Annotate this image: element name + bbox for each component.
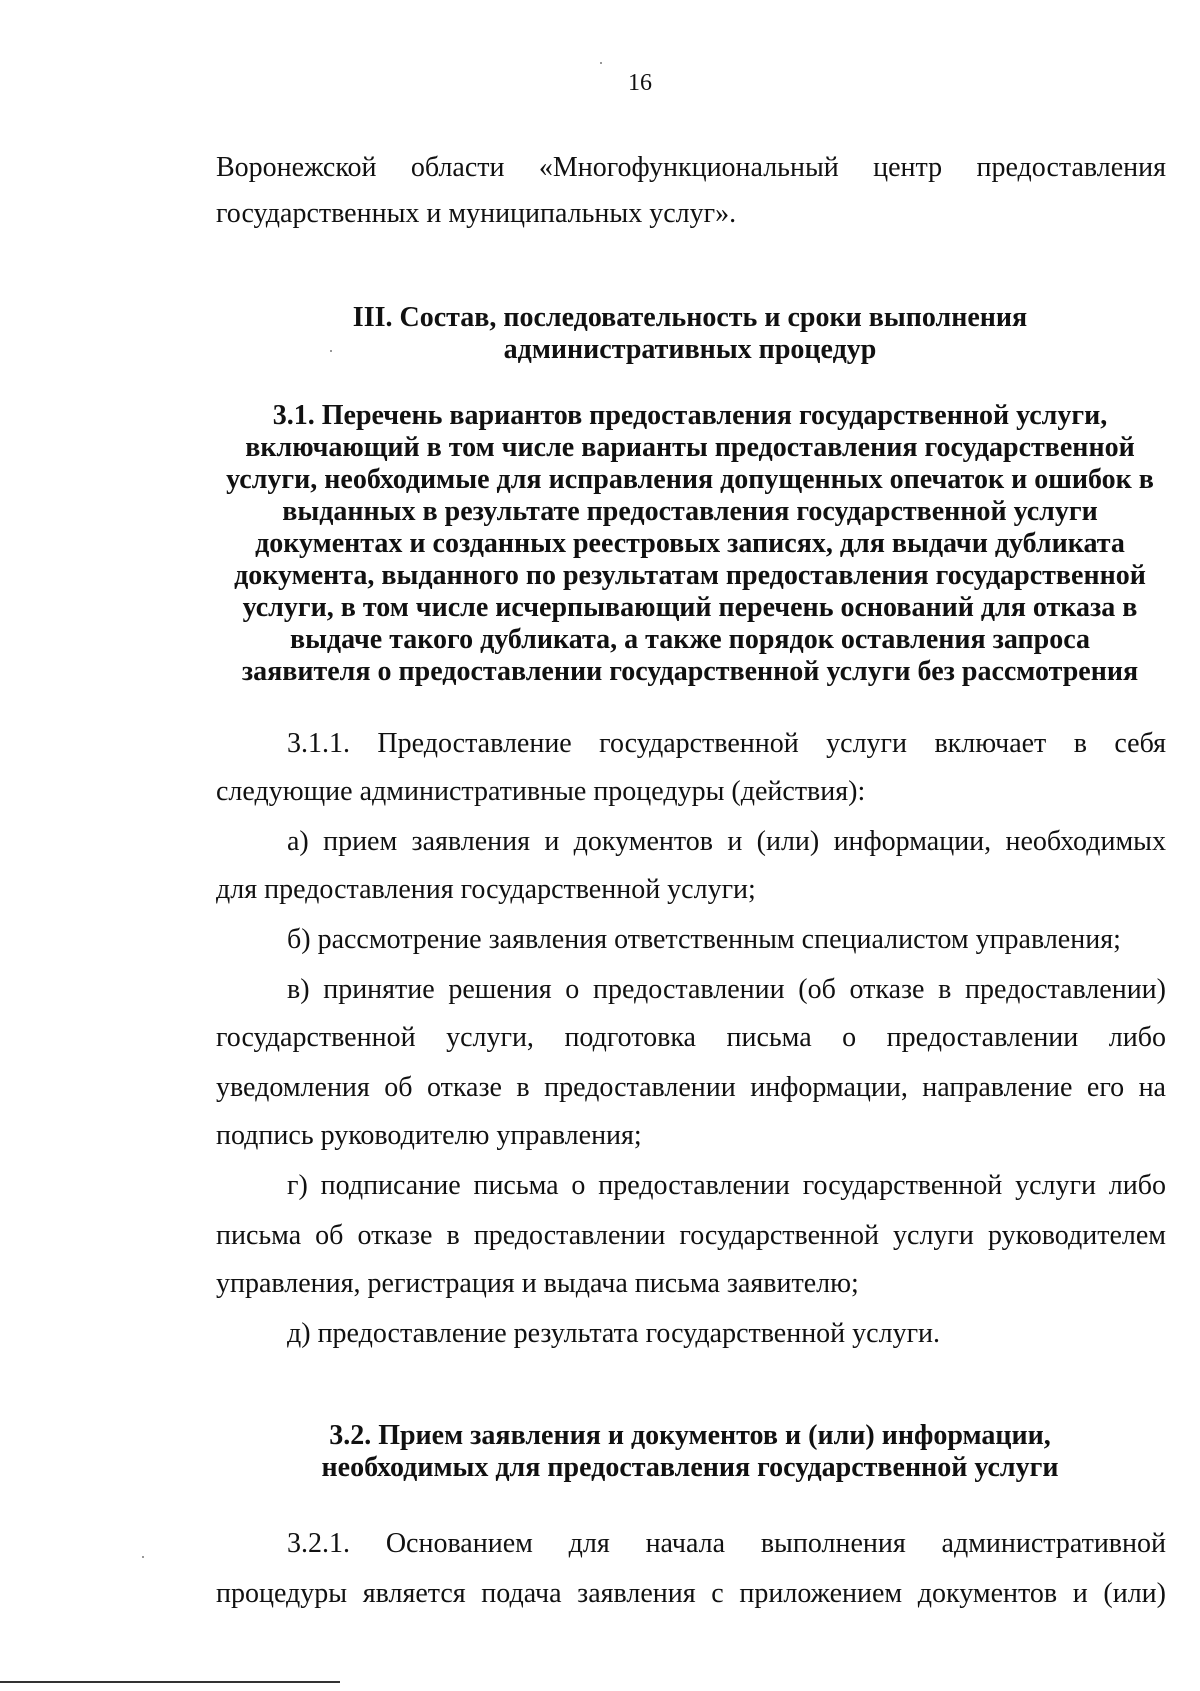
item-v-line-4: подпись руководителю управления; (216, 1120, 642, 1151)
item-v-line-2: государственной услуги, подготовка письма о предоставлении либо (216, 1022, 1166, 1053)
para-3-1-1-line-1: 3.1.1. Предоставление государственной услуги включает в себя (287, 728, 1166, 759)
item-g-line-1: г) подписание письма о предоставлении государственной услуги либо (287, 1170, 1166, 1201)
subsection-3-1-heading-line-8: выдаче такого дубликата, а также порядок оставления запроса (289, 624, 1091, 655)
subsection-3-2-heading-line-1: 3.2. Прием заявления и документов и (или) информации, (329, 1420, 1051, 1451)
para-3-1-1-line-2: следующие административные процедуры (действия): (216, 776, 866, 807)
item-v-line-1: в) принятие решения о предоставлении (об отказе в предоставлении) (287, 974, 1166, 1005)
item-v-line-3: уведомления об отказе в предоставлении информации, направление его на (216, 1072, 1166, 1103)
item-b-line-1: б) рассмотрение заявления ответственным специалистом управления; (287, 924, 1121, 955)
scan-speck (142, 1556, 144, 1558)
para-3-2-1-line-1: 3.2.1. Основанием для начала выполнения административной (287, 1528, 1166, 1559)
subsection-3-1-heading-line-4: выданных в результате предоставления государственной услуги (282, 496, 1098, 527)
scan-speck (600, 62, 602, 64)
subsection-3-1-heading-line-2: включающий в том числе варианты предоставления государственной (245, 432, 1135, 463)
page-number: 16 (628, 70, 652, 96)
subsection-3-1-heading-line-6: документа, выданного по результатам предоставления государственной (234, 560, 1146, 591)
scan-edge-line (0, 1681, 340, 1683)
continuation-line-2: государственных и муниципальных услуг». (216, 198, 737, 229)
para-3-2-1-line-2: процедуры является подача заявления с приложением документов и (или) (216, 1578, 1166, 1609)
subsection-3-1-heading-line-9: заявителя о предоставлении государственной услуги без рассмотрения (241, 656, 1139, 687)
section-heading-line-1: III. Состав, последовательность и сроки выполнения (352, 302, 1028, 333)
continuation-line-1: Воронежской области «Многофункциональный центр предоставления (216, 152, 1166, 183)
item-g-line-2: письма об отказе в предоставлении государственной услуги руководителем (216, 1220, 1166, 1251)
subsection-3-1-heading-line-1: 3.1. Перечень вариантов предоставления государственной услуги, (272, 400, 1108, 431)
subsection-3-2-heading-line-2: необходимых для предоставления государственной услуги (321, 1452, 1059, 1483)
item-g-line-3: управления, регистрация и выдача письма заявителю; (216, 1268, 859, 1299)
scan-speck (330, 350, 332, 352)
subsection-3-1-heading-line-7: услуги, в том числе исчерпывающий перечень оснований для отказа в (242, 592, 1138, 623)
item-d-line-1: д) предоставление результата государственной услуги. (287, 1318, 941, 1349)
item-a-line-1: а) прием заявления и документов и (или) информации, необходимых (287, 826, 1166, 857)
subsection-3-1-heading-line-3: услуги, необходимые для исправления допущенных опечаток и ошибок в (226, 464, 1154, 495)
item-a-line-2: для предоставления государственной услуги; (216, 874, 756, 905)
section-heading-line-2: административных процедур (503, 334, 877, 365)
subsection-3-1-heading-line-5: документах и созданных реестровых записях, для выдачи дубликата (255, 528, 1125, 559)
